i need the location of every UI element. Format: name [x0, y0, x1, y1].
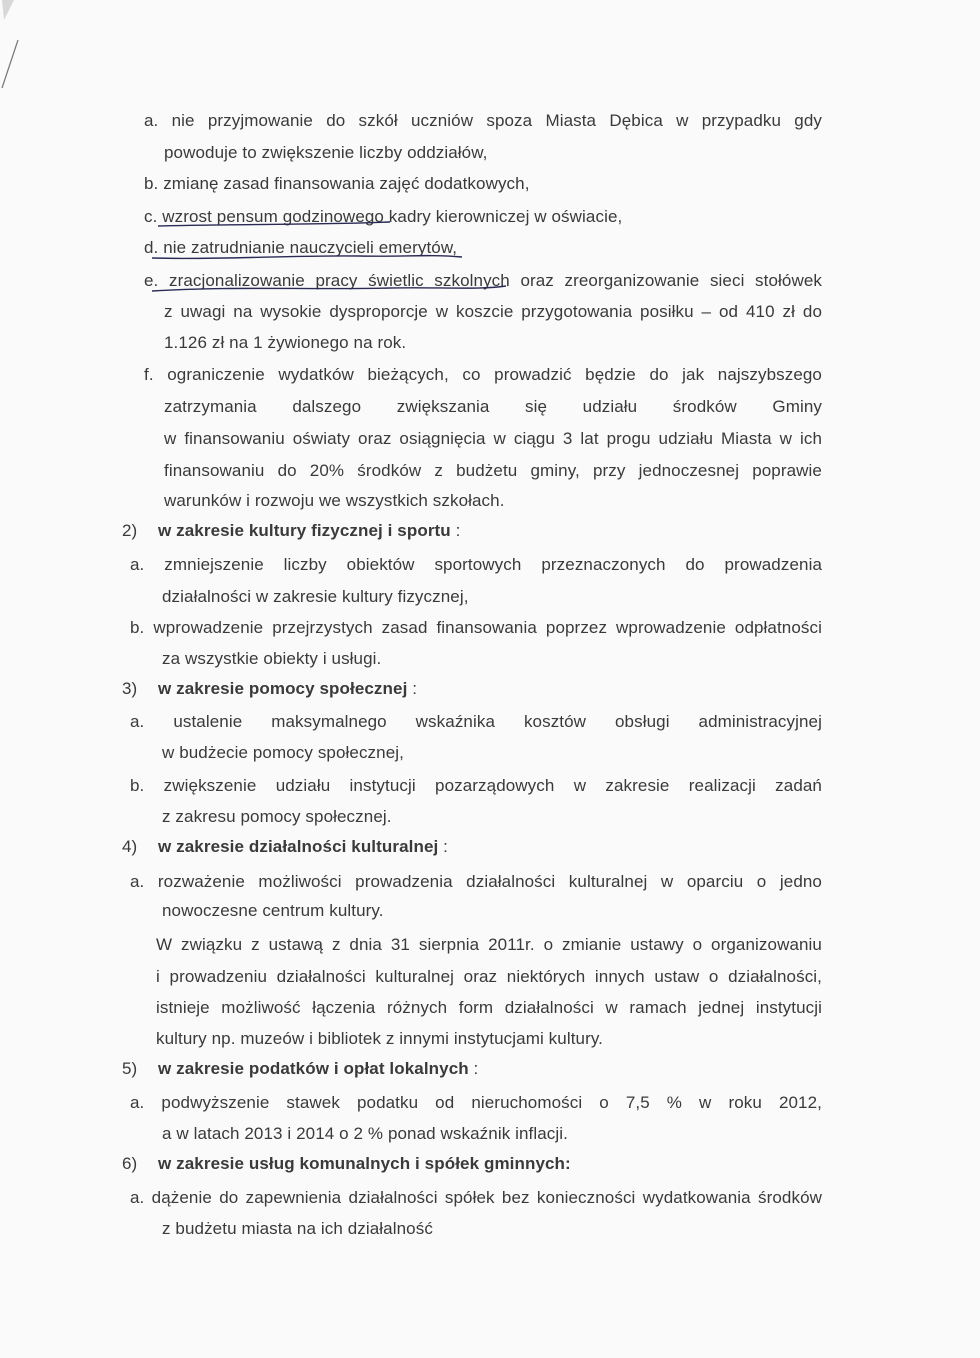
municipal-item-a-line-2: z budżetu miasta na ich działalność	[162, 1219, 433, 1238]
item-a-line-1: a. nie przyjmowanie do szkół uczniów spoza Miasta Dębica w przypadku gdy	[144, 111, 822, 130]
sport-item-a-line-1: a. zmniejszenie liczby obiektów sportowych przeznaczonych do prowadzenia	[130, 555, 822, 574]
tax-item-a-line-1: a. podwyższenie stawek podatku od nieruchomości o 7,5 % w roku 2012,	[130, 1093, 822, 1112]
item-f-line-2: zatrzymania dalszego zwiększania się udziału środków Gminy	[164, 397, 822, 416]
section-colon: :	[438, 837, 448, 856]
section-number: 5)	[122, 1059, 138, 1078]
section-title: w zakresie usług komunalnych i spółek gminnych:	[158, 1154, 571, 1173]
section-colon: :	[450, 521, 461, 540]
item-b: b. zmianę zasad finansowania zajęć dodatkowych,	[144, 174, 530, 193]
section-title: w zakresie kultury fizycznej i sportu	[158, 521, 451, 540]
social-item-b-line-1: b. zwiększenie udziału instytucji pozarządowych w zakresie realizacji zadań	[130, 776, 822, 795]
sport-item-a-line-2: działalności w zakresie kultury fizycznej,	[162, 587, 469, 606]
fold-mark-icon	[0, 0, 40, 90]
section-title: w zakresie podatków i opłat lokalnych	[158, 1059, 469, 1078]
culture-note-line-2: i prowadzeniu działalności kulturalnej oraz niektórych innych ustaw o działalności,	[156, 967, 822, 986]
culture-item-a-line-2: nowoczesne centrum kultury.	[162, 901, 384, 920]
culture-item-a-line-1: a. rozważenie możliwości prowadzenia działalności kulturalnej w oparciu o jedno	[130, 872, 822, 891]
section-number: 4)	[122, 837, 138, 856]
culture-note-line-1: W związku z ustawą z dnia 31 sierpnia 2011r. o zmianie ustawy o organizowaniu	[156, 935, 822, 954]
item-f-line-4: finansowaniu do 20% środków z budżetu gminy, przy jednoczesnej poprawie	[164, 461, 822, 480]
social-item-a-line-1: a. ustalenie maksymalnego wskaźnika kosztów obsługi administracyjnej	[130, 712, 822, 731]
municipal-item-a-line-1: a. dążenie do zapewnienia działalności spółek bez konieczności wydatkowania środków	[130, 1188, 822, 1207]
item-e-line-3: 1.126 zł na 1 żywionego na rok.	[164, 333, 407, 352]
section-2-heading	[122, 520, 460, 542]
section-colon: :	[468, 1059, 479, 1078]
social-item-b-line-2: z zakresu pomocy społecznej.	[162, 807, 392, 826]
sport-item-b-line-2: za wszystkie obiekty i usługi.	[162, 649, 382, 668]
section-4-heading	[122, 836, 448, 858]
item-e-line-2: z uwagi na wysokie dysproporcje w koszcie przygotowania posiłku – od 410 zł do	[164, 302, 822, 321]
section-number: 3)	[122, 679, 138, 698]
culture-note-line-4: kultury np. muzeów i bibliotek z innymi instytucjami kultury.	[156, 1029, 603, 1048]
sport-item-b-line-1: b. wprowadzenie przejrzystych zasad finansowania poprzez wprowadzenie odpłatności	[130, 618, 822, 637]
item-a-line-2: powoduje to zwiększenie liczby oddziałów,	[164, 143, 488, 162]
item-f-line-5: warunków i rozwoju we wszystkich szkołach.	[164, 491, 505, 510]
section-5-heading	[122, 1058, 478, 1080]
item-d: d. nie zatrudnianie nauczycieli emerytów,	[144, 238, 458, 257]
section-3-heading	[122, 678, 417, 700]
section-title: w zakresie działalności kulturalnej	[158, 837, 439, 856]
item-f-line-1: f. ograniczenie wydatków bieżących, co prowadzić będzie do jak najszybszego	[144, 365, 822, 384]
section-number: 6)	[122, 1154, 138, 1173]
culture-note-line-3: istnieje możliwość łączenia różnych form działalności w ramach jednej instytucji	[156, 998, 822, 1017]
section-number: 2)	[122, 521, 138, 540]
item-e-line-1: e. zracjonalizowanie pracy świetlic szkolnych oraz zreorganizowanie sieci stołówek	[144, 271, 822, 290]
item-f-line-3: w finansowaniu oświaty oraz osiągnięcia w ciągu 3 lat progu udziału Miasta w ich	[164, 429, 822, 448]
section-colon: :	[407, 679, 418, 698]
item-c: c. wzrost pensum godzinowego kadry kierowniczej w oświacie,	[144, 207, 623, 226]
section-title: w zakresie pomocy społecznej	[158, 679, 408, 698]
social-item-a-line-2: w budżecie pomocy społecznej,	[162, 743, 404, 762]
section-6-heading	[122, 1153, 571, 1175]
tax-item-a-line-2: a w latach 2013 i 2014 o 2 % ponad wskaźnik inflacji.	[162, 1124, 568, 1143]
